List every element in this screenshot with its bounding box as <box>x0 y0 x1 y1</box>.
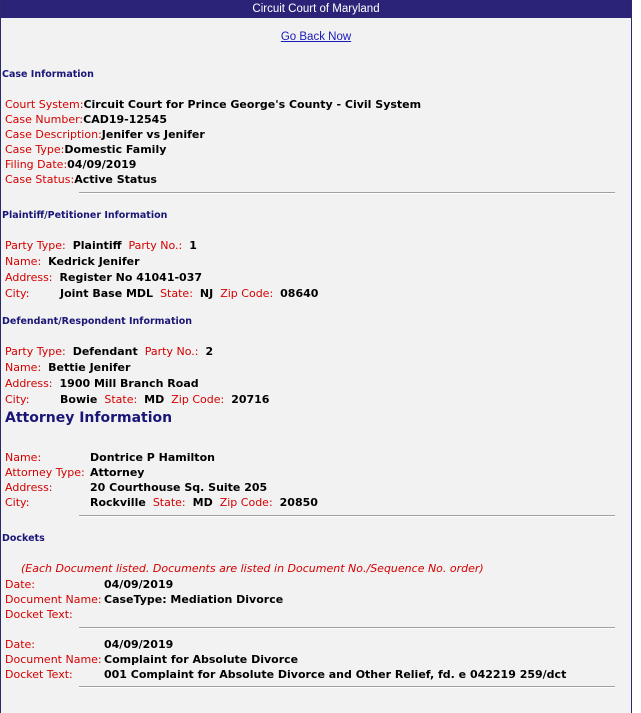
defendant-zip-value: 20716 <box>231 393 270 406</box>
docket-text-row <box>1 667 631 682</box>
case-type-row <box>1 142 631 157</box>
dockets-heading: Dockets <box>2 533 45 544</box>
plaintiff-state-value: NJ <box>199 287 214 300</box>
attorney-name-row <box>1 450 631 465</box>
case-type-label: Case Type: <box>5 143 65 156</box>
defendant-party-no-value: 2 <box>205 345 214 358</box>
attorney-city-value: Rockville <box>90 496 146 509</box>
attorney-address-row <box>1 480 631 495</box>
court-system-row <box>1 97 631 112</box>
defendant-heading: Defendant/Respondent Information <box>2 316 193 327</box>
defendant-state-label: State: <box>104 393 138 406</box>
docket-text-label: Docket Text: <box>5 608 73 621</box>
case-status-value: Active Status <box>74 173 157 186</box>
docket-date-row <box>1 637 631 652</box>
attorney-name-value: Dontrice P Hamilton <box>90 451 215 464</box>
attorney-city-row <box>1 495 631 510</box>
case-status-row <box>1 172 631 187</box>
defendant-address-label: Address: <box>5 377 53 390</box>
plaintiff-address-label: Address: <box>5 271 53 284</box>
case-info-heading: Case Information <box>2 69 94 80</box>
docket-name-value: CaseType: Mediation Divorce <box>104 593 284 606</box>
case-description-label: Case Description: <box>5 128 102 141</box>
case-number-label: Case Number: <box>5 113 84 126</box>
case-description-row <box>1 127 631 142</box>
attorney-zip-value: 20850 <box>279 496 318 509</box>
case-description-value: Jenifer vs Jenifer <box>101 128 205 141</box>
defendant-city-value: Bowie <box>60 393 98 406</box>
attorney-type-label: Attorney Type: <box>5 466 85 479</box>
plaintiff-city-label: City: <box>5 287 30 300</box>
attorney-state-value: MD <box>192 496 213 509</box>
attorney-zip-label: Zip Code: <box>219 496 273 509</box>
attorney-city-label: City: <box>5 496 30 509</box>
defendant-state-value: MD <box>144 393 165 406</box>
attorney-address-label: Address: <box>5 481 53 494</box>
plaintiff-party-type-label: Party Type: <box>5 239 66 252</box>
docket-name-value: Complaint for Absolute Divorce <box>104 653 299 666</box>
defendant-city-label: City: <box>5 393 30 406</box>
filing-date-row <box>1 157 631 172</box>
attorney-type-value: Attorney <box>90 466 145 479</box>
divider <box>79 686 615 688</box>
attorney-heading: Attorney Information <box>5 410 173 426</box>
docket-name-row <box>1 652 631 667</box>
docket-text-value: 001 Complaint for Absolute Divorce and Other Relief, fd. e 042219 259/dct <box>104 668 567 681</box>
plaintiff-city-row <box>1 286 631 302</box>
defendant-name-value: Bettie Jenifer <box>48 361 131 374</box>
page-title: Circuit Court of Maryland <box>1 0 631 18</box>
go-back-link[interactable]: Go Back Now <box>280 31 352 43</box>
defendant-zip-label: Zip Code: <box>171 393 225 406</box>
plaintiff-heading: Plaintiff/Petitioner Information <box>2 210 168 221</box>
docket-name-label: Document Name: <box>5 653 102 666</box>
plaintiff-zip-value: 08640 <box>280 287 319 300</box>
plaintiff-address-value: Register No 41041-037 <box>59 271 202 284</box>
plaintiff-address-row <box>1 270 631 286</box>
defendant-name-row <box>1 360 631 376</box>
attorney-name-label: Name: <box>5 451 42 464</box>
docket-text-label: Docket Text: <box>5 668 73 681</box>
plaintiff-party-no-value: 1 <box>189 239 197 252</box>
plaintiff-party-type-value: Plaintiff <box>72 239 122 252</box>
attorney-address-value: 20 Courthouse Sq. Suite 205 <box>90 481 268 494</box>
court-system-label: Court System: <box>5 98 84 111</box>
plaintiff-name-row <box>1 254 631 270</box>
defendant-name-label: Name: <box>5 361 42 374</box>
case-status-label: Case Status: <box>5 173 75 186</box>
attorney-type-row <box>1 465 631 480</box>
docket-name-label: Document Name: <box>5 593 102 606</box>
docket-date-value: 04/09/2019 <box>104 578 174 591</box>
dockets-note: (Each Document listed. Documents are listed in Document No./Sequence No. order) <box>21 562 484 575</box>
docket-text-row <box>1 607 631 622</box>
docket-name-row <box>1 592 631 607</box>
court-system-value: Circuit Court for Prince George's County - Civil System <box>83 98 422 111</box>
plaintiff-zip-label: Zip Code: <box>220 287 274 300</box>
plaintiff-name-value: Kedrick Jenifer <box>48 255 140 268</box>
plaintiff-state-label: State: <box>160 287 193 300</box>
defendant-party-row <box>1 344 631 360</box>
filing-date-label: Filing Date: <box>5 158 68 171</box>
defendant-address-value: 1900 Mill Branch Road <box>59 377 199 390</box>
docket-date-value: 04/09/2019 <box>104 638 174 651</box>
case-type-value: Domestic Family <box>64 143 167 156</box>
defendant-party-no-label: Party No.: <box>144 345 199 358</box>
docket-date-row <box>1 577 631 592</box>
plaintiff-party-row <box>1 238 631 254</box>
case-number-row <box>1 112 631 127</box>
docket-date-label: Date: <box>5 578 35 591</box>
docket-date-label: Date: <box>5 638 35 651</box>
defendant-city-row <box>1 392 631 408</box>
plaintiff-party-no-label: Party No.: <box>128 239 183 252</box>
go-back-container <box>1 30 631 46</box>
defendant-address-row <box>1 376 631 392</box>
plaintiff-city-value: Joint Base MDL <box>60 287 154 300</box>
plaintiff-name-label: Name: <box>5 255 42 268</box>
attorney-state-label: State: <box>152 496 186 509</box>
filing-date-value: 04/09/2019 <box>67 158 137 171</box>
case-number-value: CAD19-12545 <box>83 113 167 126</box>
defendant-party-type-value: Defendant <box>72 345 138 358</box>
defendant-party-type-label: Party Type: <box>5 345 66 358</box>
